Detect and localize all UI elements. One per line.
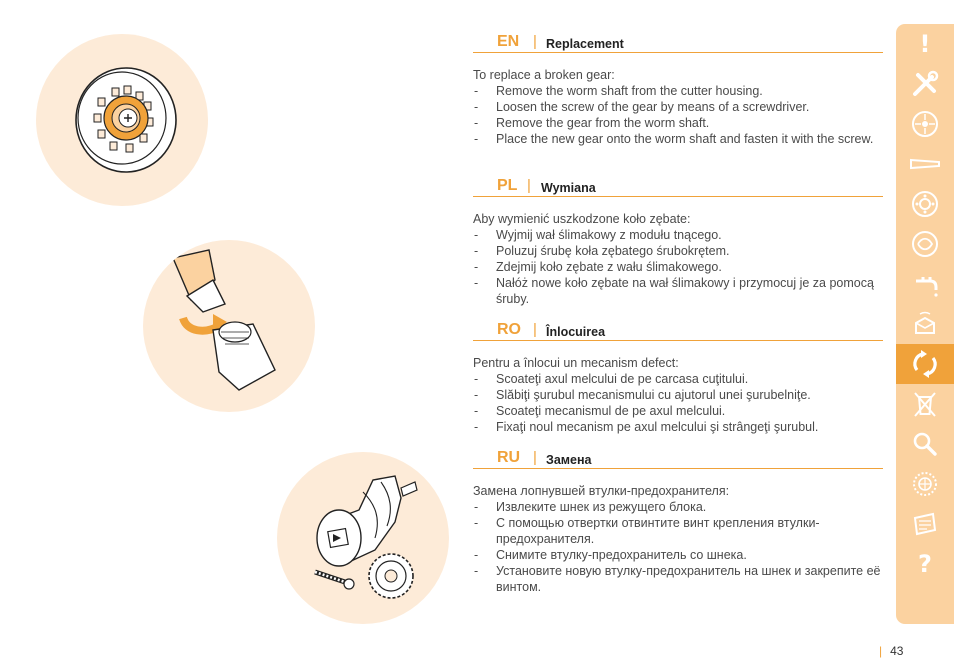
section-intro: Pentru a înlocui un mecanism defect: — [473, 356, 679, 370]
list-item: - Wyjmij wał ślimakowy z modułu tnącego. — [473, 227, 883, 243]
section-title: Înlocuirea — [546, 325, 606, 339]
screwdriver-drawing — [143, 240, 315, 412]
steps-list — [473, 499, 883, 595]
list-item: - Place the new gear onto the worm shaft and fasten it with the screw. — [473, 131, 883, 147]
section-pl — [473, 178, 883, 307]
language-code: PL — [497, 177, 518, 194]
list-item: - Scoateţi axul melcului de pe carcasa cuţitului. — [473, 371, 883, 387]
sausage-horn-icon — [908, 149, 942, 179]
list-item: - Scoateţi mecanismul de pe axul melcului. — [473, 403, 883, 419]
section-header — [473, 178, 883, 197]
section-title: Замена — [546, 453, 592, 467]
sidebar-tab-coarse-disc[interactable] — [896, 184, 954, 224]
exclamation-icon: ! — [919, 30, 931, 58]
language-code: RO — [497, 321, 521, 338]
header-separator: | — [533, 449, 537, 466]
gear-on-shaft-drawing — [36, 34, 208, 206]
sidebar-tab-storage[interactable] — [896, 304, 954, 344]
section-intro: Aby wymienić uszkodzone koło zębate: — [473, 212, 691, 226]
sidebar-tab-replacement[interactable] — [896, 344, 954, 384]
steps-list — [473, 227, 883, 307]
sidebar-tab-kebbe[interactable] — [896, 224, 954, 264]
sidebar-tab-service[interactable] — [896, 464, 954, 504]
worm-shaft-drawing — [277, 452, 449, 624]
section-title: Replacement — [546, 37, 624, 51]
sidebar-tab-cutting-disc[interactable] — [896, 104, 954, 144]
footer-separator: | — [879, 644, 883, 658]
sidebar-tab-environment[interactable] — [896, 384, 954, 424]
section-ro — [473, 322, 883, 435]
tools-icon — [910, 69, 940, 99]
sidebar-tab-tools[interactable] — [896, 64, 954, 104]
magnifier-icon — [910, 429, 940, 459]
list-item: - Remove the worm shaft from the cutter housing. — [473, 83, 883, 99]
illustration-gear-on-shaft — [36, 34, 208, 206]
language-code: RU — [497, 449, 521, 466]
list-item: - Установите новую втулку-предохранитель на шнек и закрепите её винтом. — [473, 563, 883, 595]
steps-list — [473, 83, 883, 147]
guarantee-icon — [910, 509, 940, 539]
section-ru — [473, 450, 883, 595]
sidebar-tab-guarantee[interactable] — [896, 504, 954, 544]
sidebar-tab-sausage-horn[interactable] — [896, 144, 954, 184]
list-item: - Poluzuj śrubę koła zębatego śrubokrętem. — [473, 243, 883, 259]
section-title: Wymiana — [541, 181, 596, 195]
language-code: EN — [497, 33, 520, 50]
list-item: - С помощью отвертки отвинтите винт крепления втулки-предохранителя. — [473, 515, 883, 547]
chapter-sidebar — [896, 24, 954, 624]
section-header — [473, 322, 883, 341]
illustration-worm-shaft-parts — [277, 452, 449, 624]
storage-box-icon — [910, 309, 940, 339]
page-number: 43 — [890, 644, 904, 658]
disposal-bin-icon — [910, 389, 940, 419]
section-en — [473, 34, 883, 147]
header-separator: | — [533, 321, 537, 338]
coarse-disc-icon — [910, 189, 940, 219]
kebbe-disc-icon — [910, 229, 940, 259]
globe-icon — [910, 469, 940, 499]
list-item: - Zdejmij koło zębate z wału ślimakowego. — [473, 259, 883, 275]
sidebar-tab-questions[interactable] — [896, 544, 954, 584]
header-separator: | — [533, 33, 537, 50]
header-separator: | — [527, 177, 531, 194]
list-item: - Loosen the screw of the gear by means of a screwdriver. — [473, 99, 883, 115]
section-header — [473, 450, 883, 469]
section-intro: Замена лопнувшей втулки-предохранителя: — [473, 484, 730, 498]
list-item: - Slăbiţi şurubul mecanismului cu ajutorul unei şurubelniţe. — [473, 387, 883, 403]
list-item: - Снимите втулку-предохранитель со шнека. — [473, 547, 883, 563]
section-header — [473, 34, 883, 53]
replacement-arrows-icon — [909, 348, 941, 380]
sidebar-tab-warnings[interactable] — [896, 24, 954, 64]
faucet-icon — [910, 269, 940, 299]
list-item: - Извлеките шнек из режущего блока. — [473, 499, 883, 515]
illustration-screwdriver-loosening — [143, 240, 315, 412]
sidebar-tab-cleaning[interactable] — [896, 264, 954, 304]
list-item: - Nałóż nowe koło zębate na wał ślimakowy i przymocuj je za pomocą śruby. — [473, 275, 883, 307]
sidebar-tab-troubleshooting[interactable] — [896, 424, 954, 464]
page-footer — [879, 644, 903, 658]
steps-list — [473, 371, 883, 435]
question-icon: ? — [918, 550, 932, 578]
section-intro: To replace a broken gear: — [473, 68, 615, 82]
list-item: - Remove the gear from the worm shaft. — [473, 115, 883, 131]
list-item: - Fixaţi noul mecanism pe axul melcului şi strângeţi şurubul. — [473, 419, 883, 435]
cutting-disc-icon — [910, 109, 940, 139]
